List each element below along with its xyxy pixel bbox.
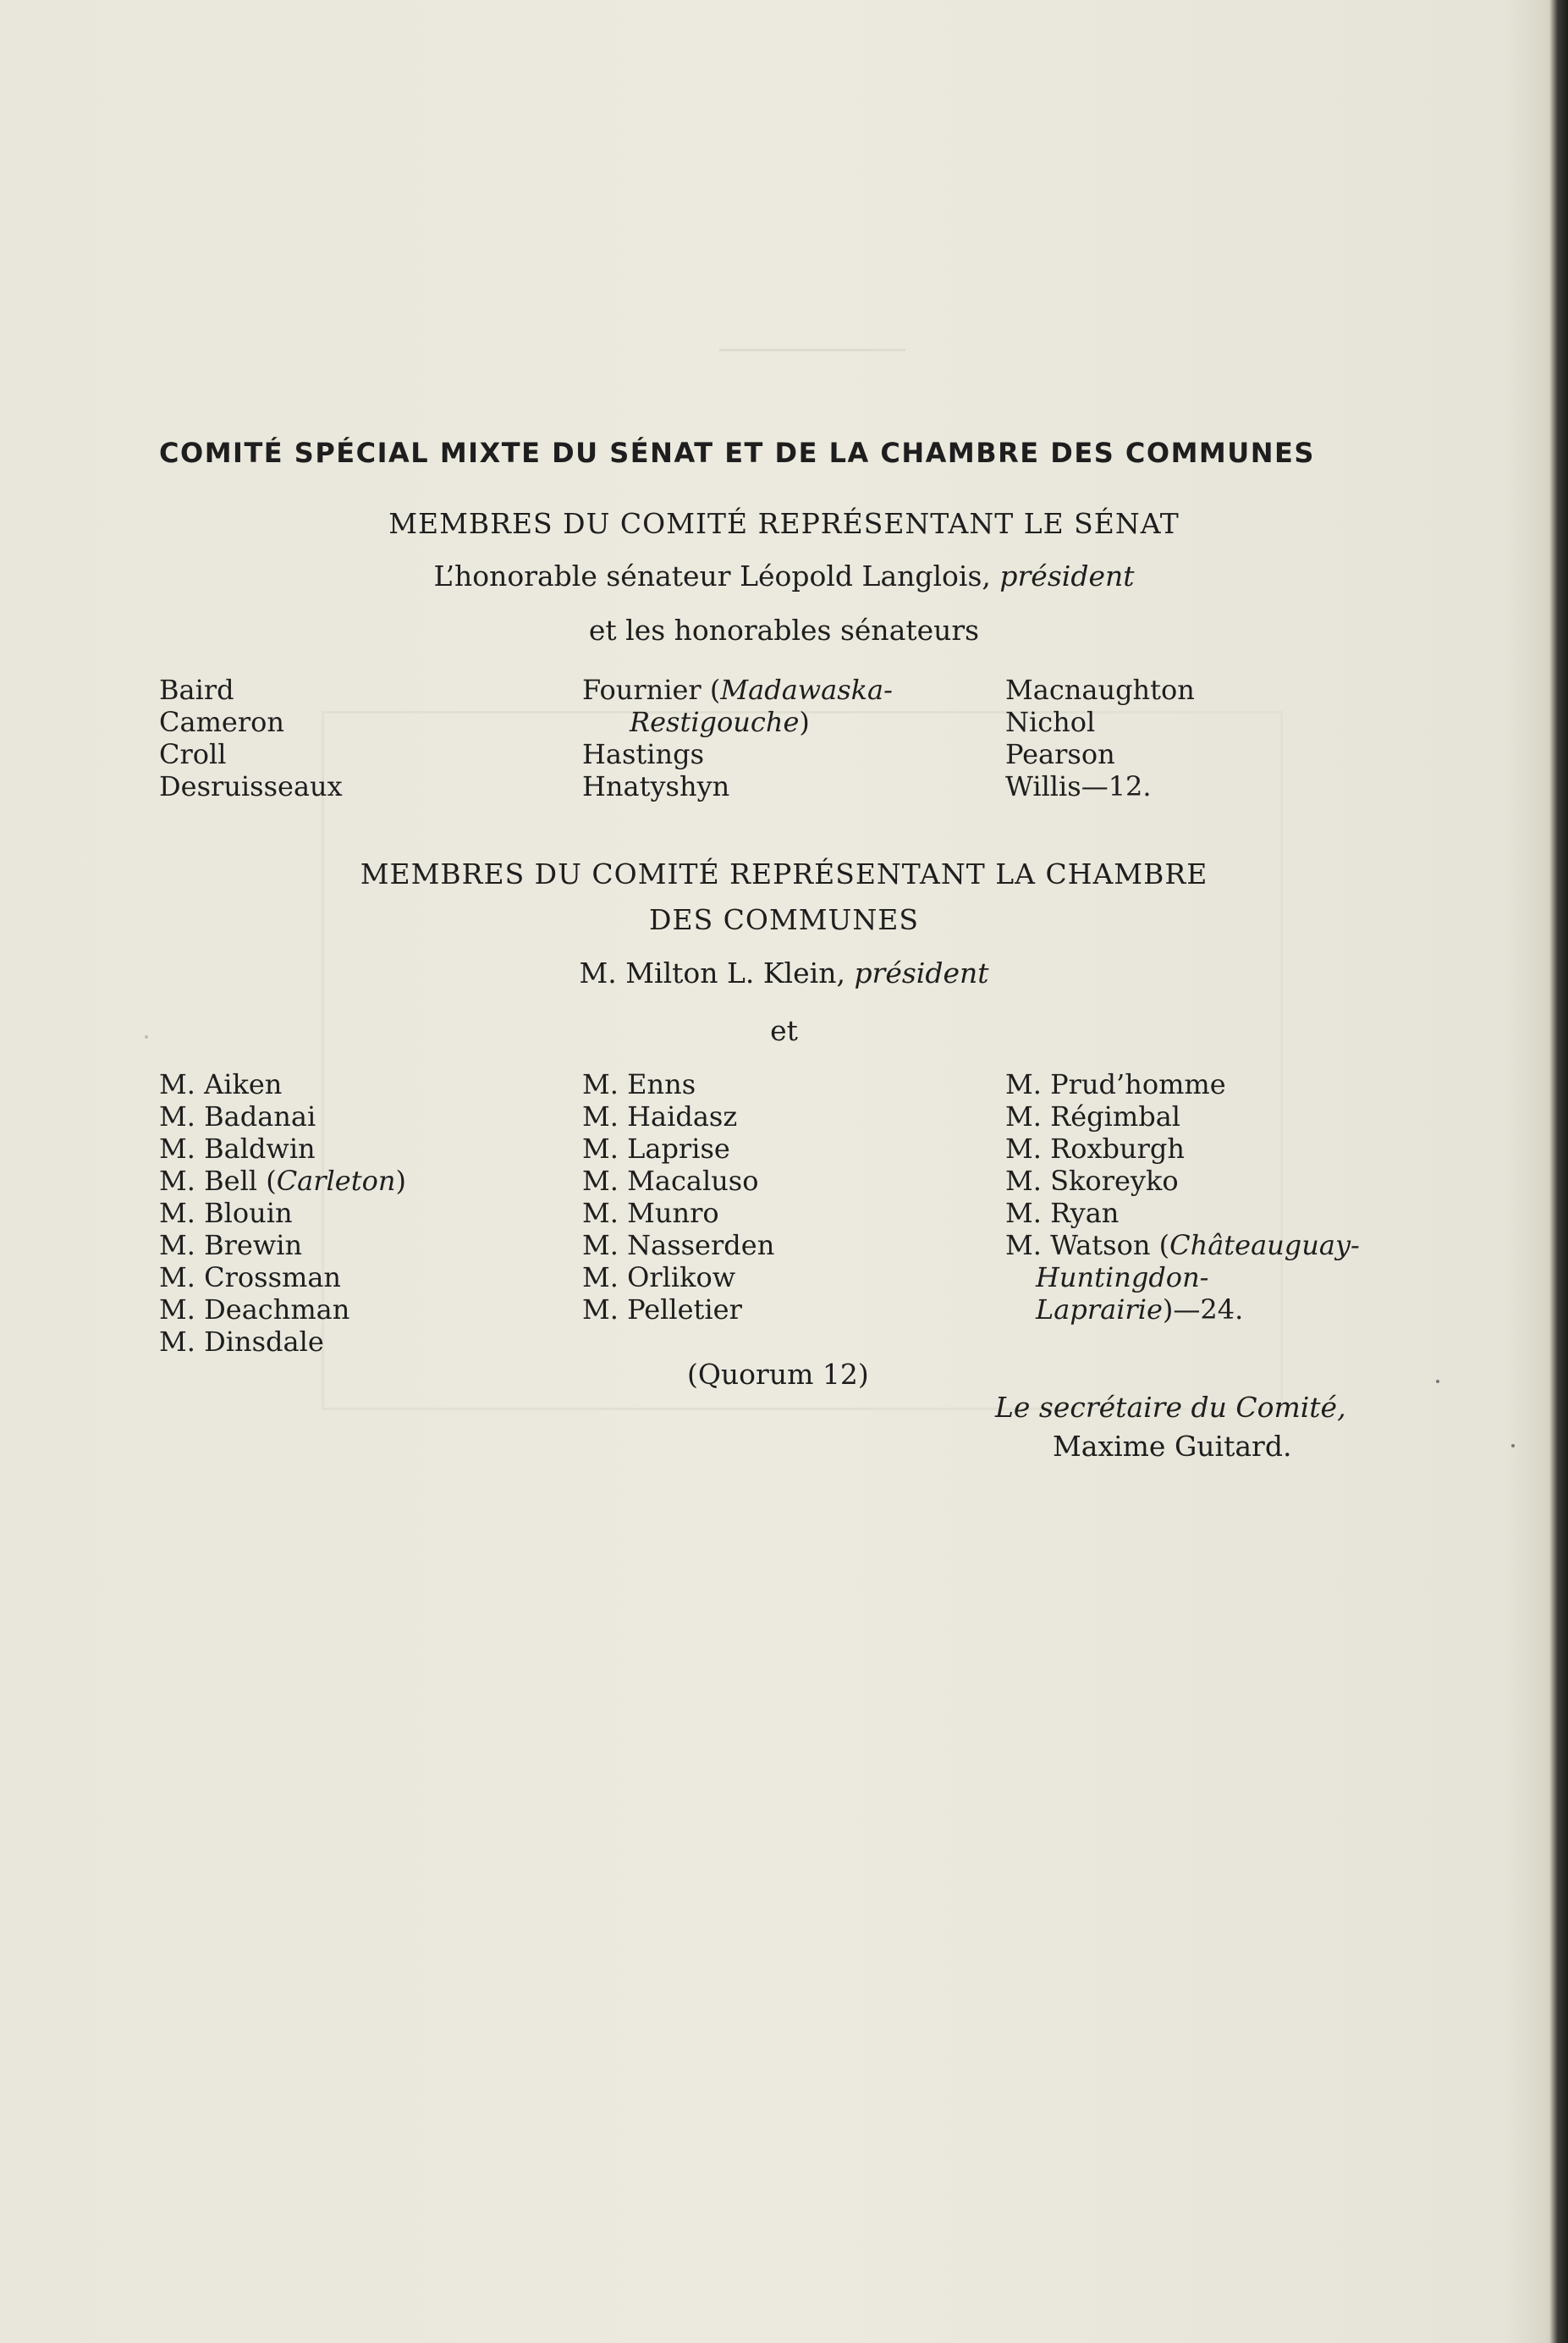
senator-name-continued	[582, 706, 893, 738]
commons-column-2	[582, 1068, 774, 1326]
scan-speck	[1511, 1444, 1515, 1447]
member-name: M. Régimbal	[1005, 1100, 1180, 1133]
member-name	[159, 1165, 406, 1197]
senator-name: Desruisseaux	[159, 770, 343, 802]
member-name: M. Roxburgh	[1005, 1133, 1185, 1165]
senator-name: Croll	[159, 738, 227, 770]
scan-speck	[145, 1035, 148, 1039]
commons-president-title: président	[854, 956, 989, 990]
commons-column-3	[1005, 1068, 1360, 1326]
member-name: M. Macaluso	[582, 1165, 759, 1197]
senator-name-text: Fournier (	[582, 674, 721, 706]
senator-riding: Restigouche	[630, 706, 800, 738]
senator-name: Baird	[159, 674, 234, 706]
commons-column-1	[159, 1068, 406, 1358]
member-name: M. Aiken	[159, 1068, 283, 1100]
member-riding: Châteauguay-	[1169, 1229, 1360, 1261]
commons-president-line	[0, 957, 1568, 990]
senate-president-name: L’honorable sénateur Léopold Langlois,	[433, 560, 991, 593]
member-riding: Carleton	[276, 1165, 396, 1197]
senator-name: Hastings	[582, 738, 705, 770]
senator-name: Willis—12.	[1005, 770, 1152, 802]
member-name: M. Pelletier	[582, 1293, 742, 1326]
member-name: M. Crossman	[159, 1261, 342, 1293]
senate-column-3	[1005, 674, 1195, 802]
member-name: M. Dinsdale	[159, 1326, 324, 1358]
member-name-continued	[1005, 1293, 1360, 1326]
member-name: M. Baldwin	[159, 1133, 316, 1165]
commons-intro: et	[770, 1014, 798, 1047]
scan-speck	[1436, 1380, 1439, 1383]
member-name: M. Ryan	[1005, 1197, 1120, 1229]
senate-column-2	[582, 674, 893, 802]
commons-heading-line-1: MEMBRES DU COMITÉ REPRÉSENTANT LA CHAMBRE	[360, 857, 1208, 890]
book-spine-edge	[1549, 0, 1568, 2343]
member-count: )—24.	[1162, 1293, 1244, 1326]
member-name-text: M. Bell (	[159, 1165, 277, 1197]
senate-column-1	[159, 674, 343, 802]
senator-name	[582, 674, 893, 706]
senator-name: Cameron	[159, 706, 285, 738]
member-name: M. Munro	[582, 1197, 719, 1229]
commons-heading-line-2: DES COMMUNES	[649, 903, 919, 936]
signature-role: Le secrétaire du Comité,	[995, 1391, 1346, 1424]
quorum: (Quorum 12)	[687, 1358, 869, 1391]
senate-president-line	[0, 560, 1568, 593]
senate-heading: MEMBRES DU COMITÉ REPRÉSENTANT LE SÉNAT	[388, 507, 1180, 540]
bleed-through-rule	[719, 349, 905, 351]
member-name: M. Haidasz	[582, 1100, 738, 1133]
senator-name: Nichol	[1005, 706, 1096, 738]
senator-name: Macnaughton	[1005, 674, 1195, 706]
member-name: M. Deachman	[159, 1293, 350, 1326]
member-name: M. Badanai	[159, 1100, 316, 1133]
senator-riding-end: )	[799, 706, 810, 738]
senate-intro: et les honorables sénateurs	[588, 614, 980, 647]
member-name: M. Blouin	[159, 1197, 293, 1229]
commons-president-name: M. Milton L. Klein,	[579, 956, 845, 990]
member-name: M. Laprise	[582, 1133, 730, 1165]
senate-president-title: président	[999, 560, 1135, 593]
member-name: M. Brewin	[159, 1229, 303, 1261]
member-name: M. Skoreyko	[1005, 1165, 1179, 1197]
senator-riding: Madawaska-	[720, 674, 893, 706]
senator-name: Hnatyshyn	[582, 770, 730, 802]
member-name: M. Enns	[582, 1068, 696, 1100]
member-riding: Huntingdon-	[1036, 1261, 1209, 1293]
member-name: M. Orlikow	[582, 1261, 736, 1293]
member-name	[1005, 1229, 1360, 1261]
member-name-text: M. Watson (	[1005, 1229, 1170, 1261]
signature-name: Maxime Guitard.	[1053, 1430, 1292, 1463]
member-name: M. Prud’homme	[1005, 1068, 1226, 1100]
member-name: M. Nasserden	[582, 1229, 775, 1261]
member-riding: Laprairie	[1036, 1293, 1163, 1326]
member-name-continued	[1005, 1261, 1360, 1293]
committee-title: COMITÉ SPÉCIAL MIXTE DU SÉNAT ET DE LA CHAMBRE DES COMMUNES	[159, 437, 1315, 469]
member-riding-end: )	[395, 1165, 406, 1197]
senator-name: Pearson	[1005, 738, 1115, 770]
